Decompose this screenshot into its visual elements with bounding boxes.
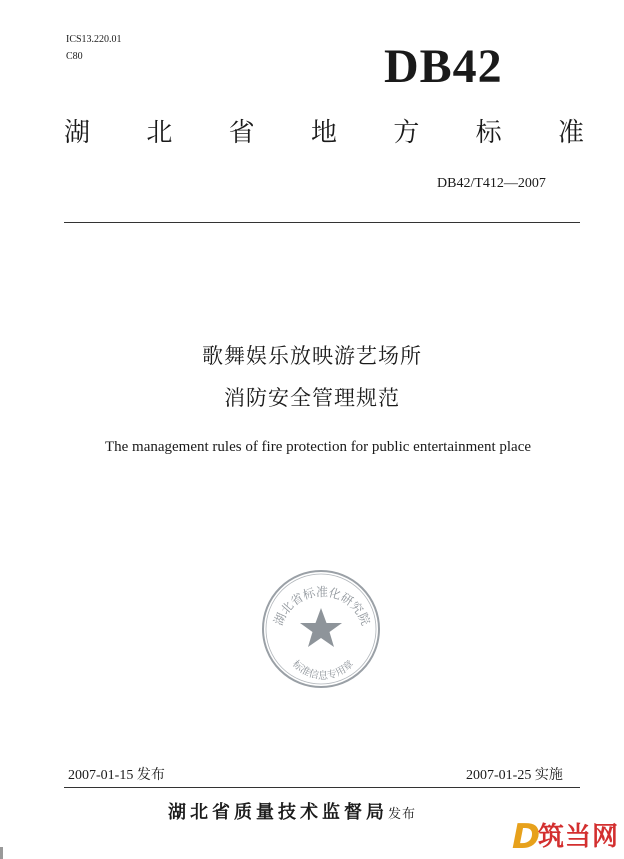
official-seal-stamp [260, 568, 382, 690]
issuing-authority [168, 800, 416, 828]
title-cn-line1: 歌舞娱乐放映游艺场所 [202, 344, 422, 368]
issuer-name: 湖北省质量技术监督局 [168, 802, 388, 823]
db-code-logo: DB42 [384, 40, 503, 93]
ics-code: ICS13.220.01 [66, 34, 122, 45]
stamp-bottom-text: 标准信息专用章 [289, 658, 357, 682]
issue-date: 2007-01-15 发布 [68, 768, 165, 783]
bottom-divider [64, 787, 580, 788]
standard-type-char: 湖 [64, 118, 91, 148]
title-cn-line2: 消防安全管理规范 [224, 386, 400, 410]
standard-type-char: 地 [310, 118, 337, 148]
standard-type-char: 准 [557, 118, 584, 148]
standard-number: DB42/T412—2007 [437, 176, 546, 191]
watermark-letter: D [512, 817, 541, 857]
stamp-top-text: 湖北省标准化研究院 [271, 585, 373, 628]
standard-type-heading [64, 116, 584, 150]
standard-type-char: 北 [146, 118, 173, 148]
site-watermark-logo [512, 818, 622, 856]
title-en: The management rules of fire protection for public entertainment place [104, 439, 532, 455]
standard-type-char: 方 [393, 118, 420, 148]
ccs-code: C80 [66, 51, 83, 62]
standard-type-char: 省 [228, 118, 255, 148]
top-divider [64, 222, 580, 223]
issuer-suffix: 发布 [388, 807, 417, 822]
star-icon [300, 608, 342, 647]
implement-date: 2007-01-25 实施 [466, 768, 563, 783]
page-corner-mark [0, 847, 3, 859]
standard-type-char: 标 [475, 118, 502, 148]
watermark-text: 筑当网 [538, 822, 620, 852]
